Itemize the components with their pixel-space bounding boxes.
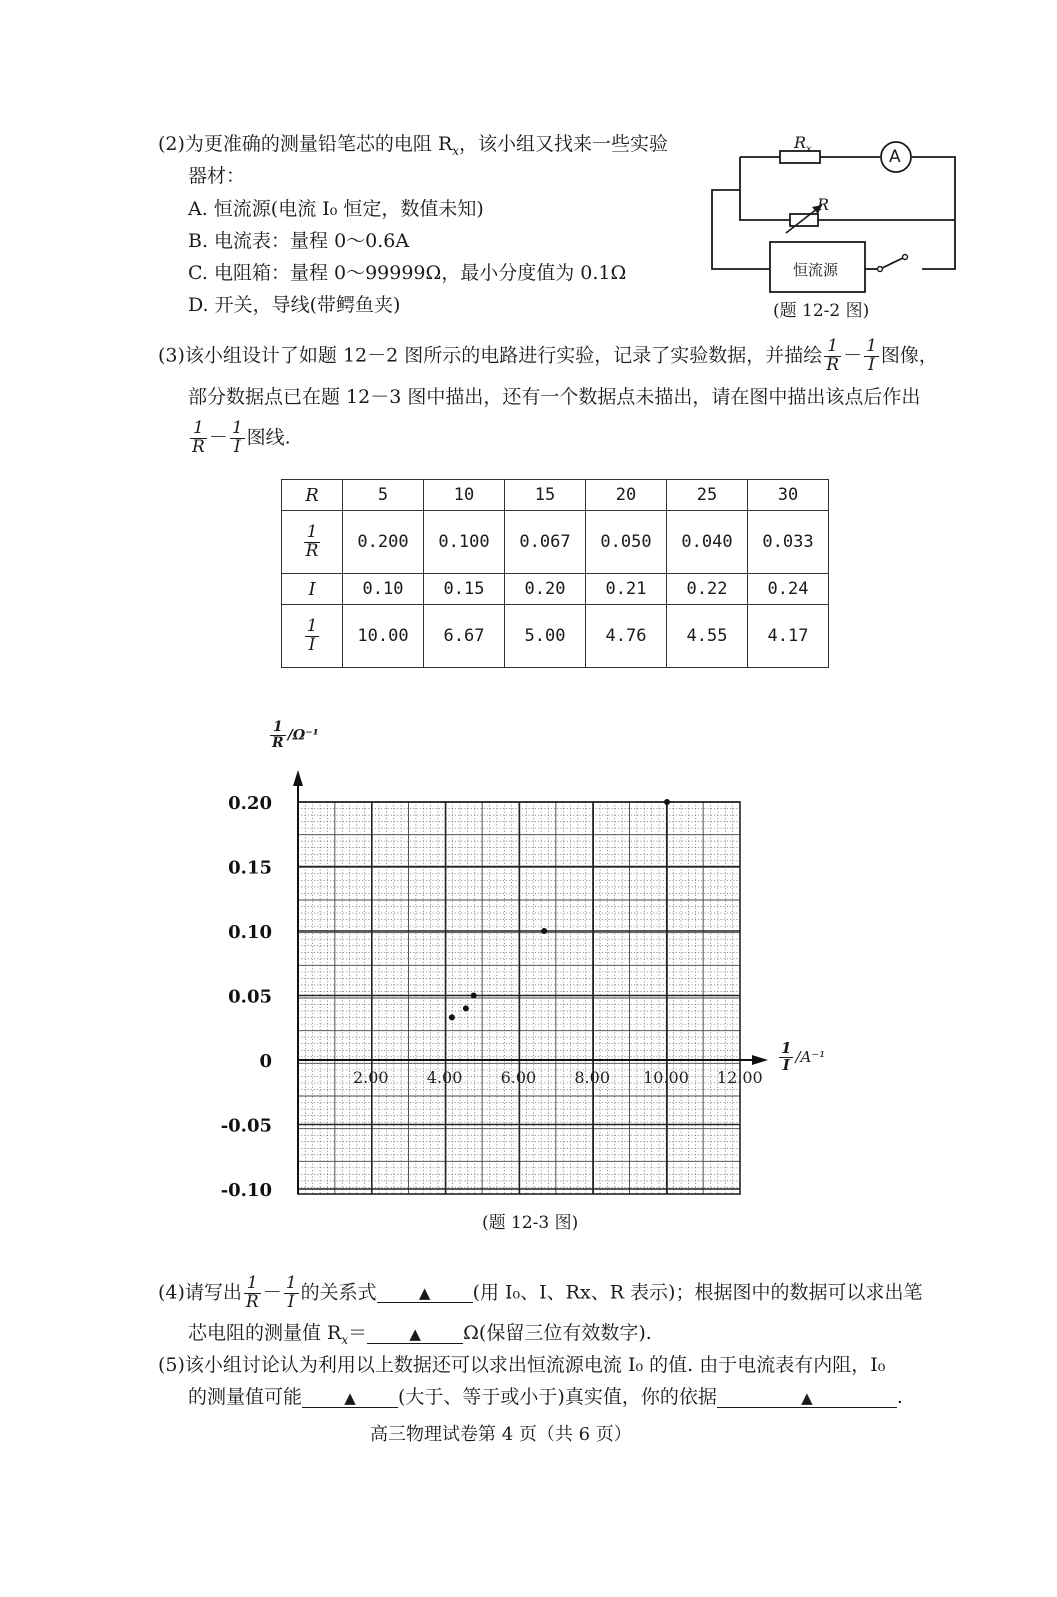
x-tick-label: 12.00 bbox=[716, 1068, 763, 1087]
x-tick-label: 10.00 bbox=[643, 1068, 689, 1087]
table-cell: 0.15 bbox=[424, 574, 505, 605]
table-cell: 0.040 bbox=[667, 511, 748, 574]
source-label: 恒流源 bbox=[793, 261, 839, 279]
table-cell: 25 bbox=[667, 480, 748, 511]
table-cell: 4.17 bbox=[748, 605, 829, 668]
q3-line3: $\frac{1}{R}$ － $\frac{1}{I}$ 图线. bbox=[192, 418, 291, 457]
x-axis-label: $\frac{1}{I}$ /A⁻¹ bbox=[781, 1039, 826, 1074]
data-point bbox=[471, 993, 477, 999]
r-label: R bbox=[817, 195, 830, 214]
row-label-i: I bbox=[282, 574, 343, 605]
y-axis-arrow-icon bbox=[293, 770, 303, 786]
table-cell: 0.10 bbox=[343, 574, 424, 605]
y-tick-label: 0.15 bbox=[228, 857, 272, 879]
q5-line2: 的测量值可能 ▲ (大于、等于或小于)真实值，你的依据 ▲ . bbox=[188, 1386, 903, 1408]
table-cell: 0.24 bbox=[748, 574, 829, 605]
table-cell: 0.200 bbox=[343, 511, 424, 574]
q2-item-b: B. 电流表：量程 0～0.6A bbox=[188, 230, 410, 252]
x-tick-label: 8.00 bbox=[574, 1068, 611, 1087]
y-tick-label: 0.05 bbox=[228, 986, 272, 1008]
table-cell: 30 bbox=[748, 480, 829, 511]
q2-item-d: D. 开关，导线(带鳄鱼夹) bbox=[188, 294, 401, 316]
table-cell: 10.00 bbox=[343, 605, 424, 668]
table-cell: 5.00 bbox=[505, 605, 586, 668]
table-cell: 0.033 bbox=[748, 511, 829, 574]
q2-item-c: C. 电阻箱：量程 0～99999Ω，最小分度值为 0.1Ω bbox=[188, 262, 627, 284]
data-point bbox=[541, 928, 547, 934]
y-tick-label: 0.20 bbox=[228, 793, 272, 814]
q5-line1: (5)该小组讨论认为利用以上数据还可以求出恒流源电流 I₀ 的值. 由于电流表有内阻，I₀ bbox=[158, 1354, 886, 1376]
x-tick-label: 4.00 bbox=[426, 1068, 463, 1087]
table-cell: 4.55 bbox=[667, 605, 748, 668]
page-footer: 高三物理试卷第 4 页（共 6 页） bbox=[370, 1424, 632, 1445]
answer-blank-rx[interactable]: ▲ bbox=[367, 1324, 463, 1344]
row-label-inv-i: $\frac{1}{I}$ bbox=[282, 605, 343, 668]
x-tick-label: 6.00 bbox=[500, 1068, 537, 1087]
y-tick-label: -0.05 bbox=[220, 1115, 272, 1137]
table-cell: 5 bbox=[343, 480, 424, 511]
table-cell: 0.21 bbox=[586, 574, 667, 605]
table-cell: 0.20 bbox=[505, 574, 586, 605]
y-axis-label: $\frac{1}{R}$ /Ω⁻¹ bbox=[272, 719, 319, 751]
graph-caption: (题 12-3 图) bbox=[482, 1213, 579, 1233]
ammeter-label: A bbox=[889, 147, 901, 167]
data-point bbox=[463, 1005, 469, 1011]
table-cell: 15 bbox=[505, 480, 586, 511]
y-tick-label: -0.10 bbox=[220, 1180, 272, 1201]
data-point bbox=[449, 1014, 455, 1020]
q2-item-a: A. 恒流源(电流 I₀ 恒定，数值未知) bbox=[188, 198, 484, 220]
circuit-caption: (题 12-2 图) bbox=[773, 301, 870, 321]
q2-line2: 器材： bbox=[188, 165, 246, 187]
q3-line1: (3)该小组设计了如题 12－2 图所示的电路进行实验，记录了实验数据，并描绘 $\frac{1}{R}$ － $\frac{1}{I}$ 图像， bbox=[158, 336, 938, 375]
table-cell: 4.76 bbox=[586, 605, 667, 668]
table-cell: 6.67 bbox=[424, 605, 505, 668]
table-cell: 0.22 bbox=[667, 574, 748, 605]
y-tick-label: 0.10 bbox=[228, 922, 272, 943]
y-tick-label: 0 bbox=[259, 1051, 272, 1072]
row-label-r: R bbox=[282, 480, 343, 511]
table-cell: 0.067 bbox=[505, 511, 586, 574]
answer-blank-relation[interactable]: ▲ bbox=[377, 1283, 473, 1303]
table-cell: 0.100 bbox=[424, 511, 505, 574]
table-cell: 0.050 bbox=[586, 511, 667, 574]
table-cell: 20 bbox=[586, 480, 667, 511]
rx-label: $R_x$ bbox=[794, 133, 812, 156]
q3-line2: 部分数据点已在题 12－3 图中描出，还有一个数据点未描出，请在图中描出该点后作出 bbox=[188, 386, 921, 408]
q2-line1: (2)为更准确的测量铅笔芯的电阻 $R_x$，该小组又找来一些实验 bbox=[158, 133, 669, 158]
data-point bbox=[664, 799, 670, 805]
x-axis-arrow-icon bbox=[752, 1055, 768, 1065]
row-label-inv-r: $\frac{1}{R}$ bbox=[282, 511, 343, 574]
q4-line2: 芯电阻的测量值 $R_x=$ ▲ Ω(保留三位有效数字). bbox=[188, 1322, 652, 1347]
answer-blank-compare[interactable]: ▲ bbox=[302, 1388, 398, 1408]
x-tick-label: 2.00 bbox=[352, 1068, 389, 1087]
q4-line1: (4)请写出 $\frac{1}{R}$ － $\frac{1}{I}$ 的关系式 ▲ (用 I₀、I、Rx、R 表示)；根据图中的数据可以求出笔 bbox=[158, 1273, 923, 1312]
table-cell: 10 bbox=[424, 480, 505, 511]
answer-blank-reason[interactable]: ▲ bbox=[717, 1388, 897, 1408]
